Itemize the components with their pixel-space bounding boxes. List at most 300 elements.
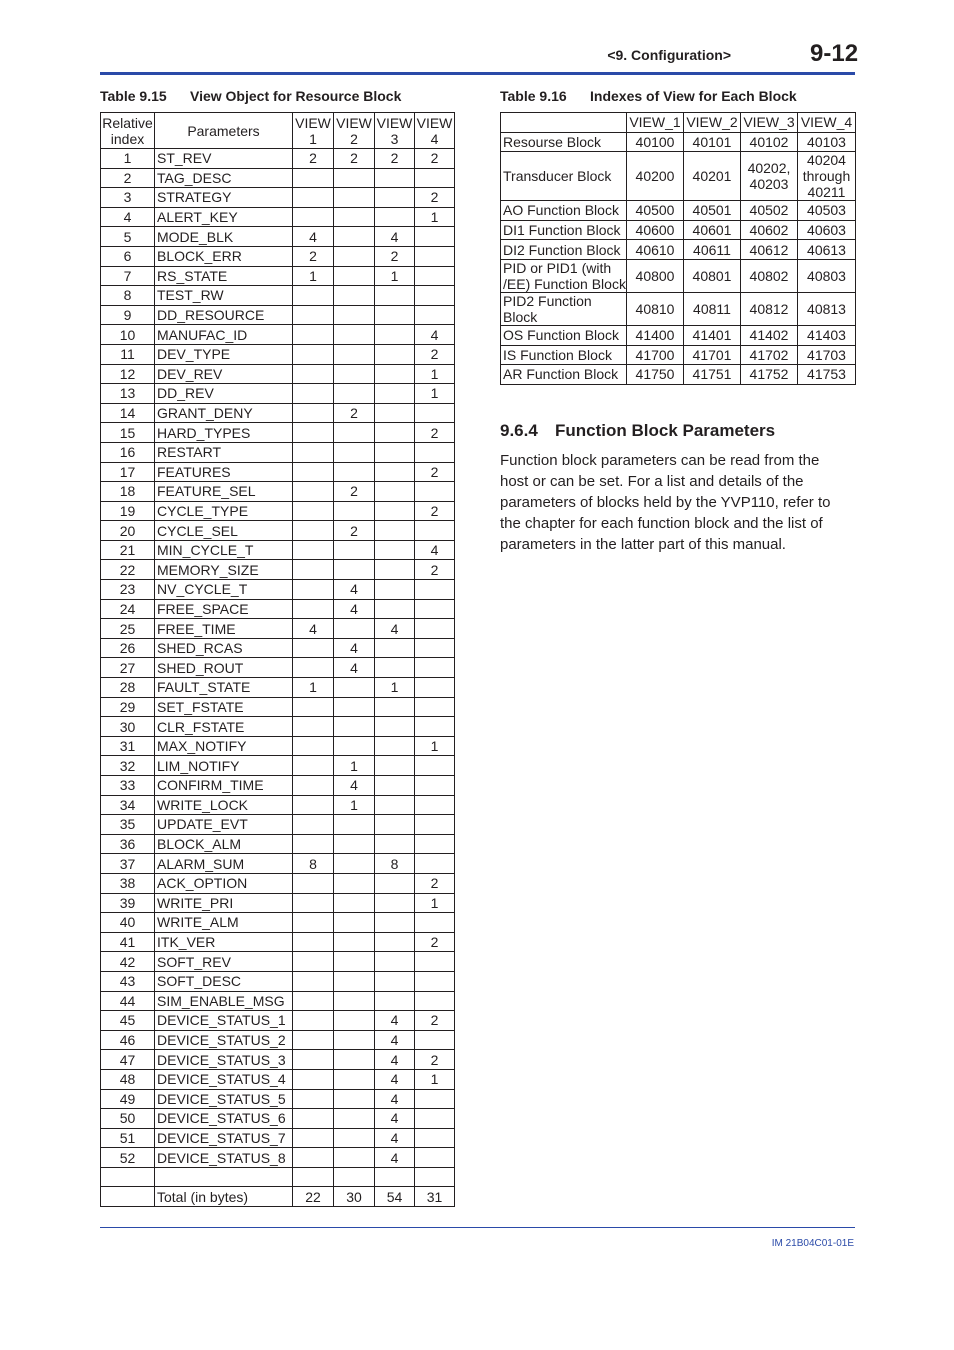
view-3-index: 40102 bbox=[741, 132, 798, 152]
row-index: 30 bbox=[101, 717, 155, 737]
table-row bbox=[101, 932, 455, 952]
view-1-size: 4 bbox=[293, 619, 334, 639]
table-row bbox=[101, 971, 455, 991]
view-2-index: 40501 bbox=[684, 201, 741, 221]
view-2-size bbox=[334, 678, 375, 698]
table-row bbox=[101, 305, 455, 325]
view-2-size bbox=[334, 1011, 375, 1031]
row-index: 47 bbox=[101, 1050, 155, 1070]
table-row bbox=[501, 220, 856, 240]
row-index: 40 bbox=[101, 913, 155, 933]
parameter-name: DEV_REV bbox=[155, 364, 293, 384]
row-index: 44 bbox=[101, 991, 155, 1011]
row-index: 26 bbox=[101, 638, 155, 658]
view-2-size bbox=[334, 1128, 375, 1148]
row-index: 21 bbox=[101, 540, 155, 560]
view-4-size bbox=[415, 305, 455, 325]
view-1-size bbox=[293, 1167, 334, 1187]
view-2-size bbox=[334, 207, 375, 227]
view-1-size bbox=[293, 756, 334, 776]
table-row bbox=[501, 240, 856, 260]
row-index: 7 bbox=[101, 266, 155, 286]
view-2-size: 4 bbox=[334, 599, 375, 619]
view-3-size bbox=[375, 991, 415, 1011]
parameter-name: DEV_TYPE bbox=[155, 344, 293, 364]
parameter-name: UPDATE_EVT bbox=[155, 815, 293, 835]
table-row bbox=[501, 259, 856, 292]
row-index: 49 bbox=[101, 1089, 155, 1109]
header-relative-index: Relative index bbox=[102, 114, 153, 147]
view-2-size bbox=[334, 188, 375, 208]
row-index: 48 bbox=[101, 1069, 155, 1089]
view-4-size: 2 bbox=[415, 1011, 455, 1031]
header-parameters: Parameters bbox=[155, 113, 293, 149]
view-4-index: 40204 through 40211 bbox=[798, 152, 856, 201]
view-3-size bbox=[375, 560, 415, 580]
view-2-size bbox=[334, 1109, 375, 1129]
view-2-size bbox=[334, 227, 375, 247]
parameter-name: DEVICE_STATUS_3 bbox=[155, 1050, 293, 1070]
parameter-name: RESTART bbox=[155, 442, 293, 462]
view-3-size bbox=[375, 776, 415, 796]
view-1-size bbox=[293, 403, 334, 423]
view-object-table bbox=[100, 112, 455, 1207]
parameter-name: DD_REV bbox=[155, 384, 293, 404]
view-4-size: 2 bbox=[415, 932, 455, 952]
view-1-size bbox=[293, 286, 334, 306]
view-1-size bbox=[293, 384, 334, 404]
parameter-name: FEATURE_SEL bbox=[155, 482, 293, 502]
view-4-size: 1 bbox=[415, 1069, 455, 1089]
parameter-name: MAX_NOTIFY bbox=[155, 736, 293, 756]
row-index: 5 bbox=[101, 227, 155, 247]
view-3-size bbox=[375, 540, 415, 560]
view-2-size bbox=[334, 736, 375, 756]
row-index: 11 bbox=[101, 344, 155, 364]
table-row bbox=[101, 188, 455, 208]
block-name: AO Function Block bbox=[501, 201, 627, 221]
parameter-name: DEVICE_STATUS_8 bbox=[155, 1148, 293, 1168]
view-4-index: 41753 bbox=[798, 365, 856, 385]
view-2-size bbox=[334, 246, 375, 266]
table-row bbox=[101, 207, 455, 227]
view-4-size bbox=[415, 815, 455, 835]
view-2-size bbox=[334, 717, 375, 737]
view-4-size: 1 bbox=[415, 384, 455, 404]
table-row bbox=[501, 345, 856, 365]
view-4-size: 2 bbox=[415, 501, 455, 521]
view-4-index: 40613 bbox=[798, 240, 856, 260]
table-row bbox=[101, 580, 455, 600]
view-3-size bbox=[375, 717, 415, 737]
view-3-size bbox=[375, 893, 415, 913]
view-1-size bbox=[293, 697, 334, 717]
view-2-size: 4 bbox=[334, 776, 375, 796]
view-4-size bbox=[415, 1148, 455, 1168]
row-index: 36 bbox=[101, 834, 155, 854]
view-3-size bbox=[375, 423, 415, 443]
view-3-size bbox=[375, 462, 415, 482]
view-4-size: 2 bbox=[415, 344, 455, 364]
view-4-size bbox=[415, 619, 455, 639]
view-1-index: 40600 bbox=[627, 220, 684, 240]
view-2-size: 2 bbox=[334, 149, 375, 169]
header-view-2: VIEW_2 bbox=[684, 113, 741, 133]
view-1-size bbox=[293, 1089, 334, 1109]
table-row bbox=[101, 913, 455, 933]
table-row bbox=[101, 266, 455, 286]
parameter-name: CONFIRM_TIME bbox=[155, 776, 293, 796]
parameter-name: WRITE_PRI bbox=[155, 893, 293, 913]
view-3-index: 41702 bbox=[741, 345, 798, 365]
view-4-index: 41703 bbox=[798, 345, 856, 365]
table-row bbox=[101, 697, 455, 717]
view-1-size bbox=[293, 952, 334, 972]
view-2-index: 40601 bbox=[684, 220, 741, 240]
row-index: 31 bbox=[101, 736, 155, 756]
table-row bbox=[101, 1128, 455, 1148]
parameter-name: BLOCK_ERR bbox=[155, 246, 293, 266]
header-section-label: <9. Configuration> bbox=[607, 47, 731, 63]
view-1-size: 4 bbox=[293, 227, 334, 247]
table-row bbox=[101, 873, 455, 893]
view-3-size: 4 bbox=[375, 1089, 415, 1109]
block-name: AR Function Block bbox=[501, 365, 627, 385]
view-1-index: 40810 bbox=[627, 292, 684, 325]
header-view-1: VIEW 1 bbox=[293, 113, 334, 149]
table-row bbox=[101, 246, 455, 266]
view-4-size bbox=[415, 776, 455, 796]
row-index: 35 bbox=[101, 815, 155, 835]
view-1-size bbox=[293, 462, 334, 482]
view-3-size bbox=[375, 384, 415, 404]
row-index: 52 bbox=[101, 1148, 155, 1168]
table-row bbox=[101, 834, 455, 854]
view-3-size: 4 bbox=[375, 1148, 415, 1168]
table-row bbox=[101, 1030, 455, 1050]
view-2-size bbox=[334, 286, 375, 306]
row-index: 39 bbox=[101, 893, 155, 913]
view-1-size bbox=[293, 168, 334, 188]
view-2-index: 40801 bbox=[684, 259, 741, 292]
parameter-name: GRANT_DENY bbox=[155, 403, 293, 423]
view-1-index: 40200 bbox=[627, 152, 684, 201]
view-1-size bbox=[293, 482, 334, 502]
header-view-4: VIEW 4 bbox=[415, 113, 455, 149]
view-4-size: 1 bbox=[415, 893, 455, 913]
parameter-name: STRATEGY bbox=[155, 188, 293, 208]
table-row bbox=[101, 599, 455, 619]
view-4-size bbox=[415, 1109, 455, 1129]
view-1-size bbox=[293, 717, 334, 737]
parameter-name: DEVICE_STATUS_1 bbox=[155, 1011, 293, 1031]
table-row bbox=[101, 638, 455, 658]
parameter-name bbox=[155, 1167, 293, 1187]
row-index: 25 bbox=[101, 619, 155, 639]
parameter-name: HARD_TYPES bbox=[155, 423, 293, 443]
row-index: 46 bbox=[101, 1030, 155, 1050]
view-3-size bbox=[375, 188, 415, 208]
row-index: 1 bbox=[101, 149, 155, 169]
table-row bbox=[501, 152, 856, 201]
view-3-size bbox=[375, 1167, 415, 1187]
section-number: 9.6.4 bbox=[500, 421, 538, 440]
view-3-size bbox=[375, 521, 415, 541]
caption-number: Table 9.16 bbox=[500, 88, 567, 104]
view-2-size bbox=[334, 619, 375, 639]
view-3-size bbox=[375, 658, 415, 678]
view-2-size: 30 bbox=[334, 1187, 375, 1207]
view-3-size bbox=[375, 815, 415, 835]
table-row bbox=[101, 501, 455, 521]
view-4-size: 2 bbox=[415, 1050, 455, 1070]
parameter-name: BLOCK_ALM bbox=[155, 834, 293, 854]
view-2-size bbox=[334, 325, 375, 345]
parameter-name: DD_RESOURCE bbox=[155, 305, 293, 325]
view-1-size bbox=[293, 1050, 334, 1070]
view-4-size bbox=[415, 991, 455, 1011]
view-1-size bbox=[293, 1030, 334, 1050]
view-4-size bbox=[415, 795, 455, 815]
caption-title: Indexes of View for Each Block bbox=[590, 88, 797, 104]
parameter-name: SIM_ENABLE_MSG bbox=[155, 991, 293, 1011]
view-3-index: 40802 bbox=[741, 259, 798, 292]
view-1-size bbox=[293, 501, 334, 521]
caption-title: View Object for Resource Block bbox=[190, 88, 402, 104]
view-1-size: 2 bbox=[293, 149, 334, 169]
row-index: 43 bbox=[101, 971, 155, 991]
view-3-size bbox=[375, 344, 415, 364]
view-3-size bbox=[375, 795, 415, 815]
view-2-size bbox=[334, 873, 375, 893]
view-4-size: 2 bbox=[415, 873, 455, 893]
view-3-size: 4 bbox=[375, 1109, 415, 1129]
view-4-size: 4 bbox=[415, 540, 455, 560]
view-2-size bbox=[334, 540, 375, 560]
parameter-name: WRITE_ALM bbox=[155, 913, 293, 933]
row-index: 18 bbox=[101, 482, 155, 502]
parameter-name: ALARM_SUM bbox=[155, 854, 293, 874]
table-row bbox=[101, 678, 455, 698]
view-4-size bbox=[415, 168, 455, 188]
row-index: 19 bbox=[101, 501, 155, 521]
view-2-index: 40611 bbox=[684, 240, 741, 260]
view-3-size bbox=[375, 286, 415, 306]
view-4-size: 4 bbox=[415, 325, 455, 345]
table-row bbox=[101, 1089, 455, 1109]
table-row bbox=[101, 482, 455, 502]
view-3-size: 2 bbox=[375, 246, 415, 266]
view-2-size bbox=[334, 1050, 375, 1070]
table-row bbox=[101, 854, 455, 874]
table-row bbox=[101, 442, 455, 462]
header-block bbox=[501, 113, 627, 133]
parameter-name: MODE_BLK bbox=[155, 227, 293, 247]
view-1-index: 41750 bbox=[627, 365, 684, 385]
view-3-size: 4 bbox=[375, 227, 415, 247]
view-1-size bbox=[293, 599, 334, 619]
view-1-size bbox=[293, 1109, 334, 1129]
view-2-size bbox=[334, 1148, 375, 1168]
row-index: 9 bbox=[101, 305, 155, 325]
view-2-size bbox=[334, 932, 375, 952]
view-2-index: 41401 bbox=[684, 325, 741, 345]
view-3-size bbox=[375, 305, 415, 325]
table-row bbox=[101, 403, 455, 423]
view-1-size bbox=[293, 1148, 334, 1168]
row-index: 27 bbox=[101, 658, 155, 678]
view-2-size bbox=[334, 501, 375, 521]
view-1-size bbox=[293, 521, 334, 541]
row-index: 2 bbox=[101, 168, 155, 188]
view-1-size bbox=[293, 560, 334, 580]
row-index: 37 bbox=[101, 854, 155, 874]
view-1-size bbox=[293, 873, 334, 893]
view-3-size: 4 bbox=[375, 1030, 415, 1050]
view-1-size bbox=[293, 932, 334, 952]
table-row bbox=[501, 132, 856, 152]
view-2-size bbox=[334, 423, 375, 443]
block-name: OS Function Block bbox=[501, 325, 627, 345]
view-2-size bbox=[334, 1030, 375, 1050]
view-4-size bbox=[415, 717, 455, 737]
view-3-size bbox=[375, 834, 415, 854]
parameter-name: ST_REV bbox=[155, 149, 293, 169]
parameter-name: DEVICE_STATUS_6 bbox=[155, 1109, 293, 1129]
view-2-size bbox=[334, 952, 375, 972]
parameter-name: FREE_SPACE bbox=[155, 599, 293, 619]
view-3-size: 4 bbox=[375, 1069, 415, 1089]
view-1-index: 40500 bbox=[627, 201, 684, 221]
view-2-size: 4 bbox=[334, 638, 375, 658]
view-4-size bbox=[415, 482, 455, 502]
view-3-index: 40812 bbox=[741, 292, 798, 325]
row-index: 4 bbox=[101, 207, 155, 227]
view-1-index: 41700 bbox=[627, 345, 684, 365]
row-index: 41 bbox=[101, 932, 155, 952]
table-row bbox=[101, 776, 455, 796]
view-3-size bbox=[375, 482, 415, 502]
parameter-name: DEVICE_STATUS_5 bbox=[155, 1089, 293, 1109]
view-3-size bbox=[375, 364, 415, 384]
view-4-size bbox=[415, 678, 455, 698]
view-4-size: 2 bbox=[415, 149, 455, 169]
table-row bbox=[101, 286, 455, 306]
view-3-size bbox=[375, 873, 415, 893]
view-3-size: 1 bbox=[375, 266, 415, 286]
row-index: 15 bbox=[101, 423, 155, 443]
view-4-size: 2 bbox=[415, 188, 455, 208]
section-heading bbox=[500, 421, 775, 441]
view-2-size bbox=[334, 1167, 375, 1187]
table-row bbox=[101, 658, 455, 678]
view-2-size bbox=[334, 168, 375, 188]
view-2-index: 40201 bbox=[684, 152, 741, 201]
row-index bbox=[101, 1187, 155, 1207]
block-name: DI1 Function Block bbox=[501, 220, 627, 240]
view-4-size: 1 bbox=[415, 736, 455, 756]
view-1-index: 40610 bbox=[627, 240, 684, 260]
table-row bbox=[101, 344, 455, 364]
table-row bbox=[101, 815, 455, 835]
view-2-size bbox=[334, 462, 375, 482]
view-1-size bbox=[293, 540, 334, 560]
view-2-index: 41701 bbox=[684, 345, 741, 365]
block-name: Resourse Block bbox=[501, 132, 627, 152]
view-1-index: 40800 bbox=[627, 259, 684, 292]
table-row bbox=[101, 1187, 455, 1207]
block-name: PID or PID1 (with /EE) Function Block bbox=[501, 259, 627, 292]
view-1-size bbox=[293, 736, 334, 756]
parameter-name: FAULT_STATE bbox=[155, 678, 293, 698]
view-3-size bbox=[375, 403, 415, 423]
table-row bbox=[101, 1011, 455, 1031]
parameter-name: CYCLE_TYPE bbox=[155, 501, 293, 521]
view-3-index: 40502 bbox=[741, 201, 798, 221]
view-3-size bbox=[375, 952, 415, 972]
view-3-size: 4 bbox=[375, 1050, 415, 1070]
row-index: 34 bbox=[101, 795, 155, 815]
table-row bbox=[101, 893, 455, 913]
view-2-size bbox=[334, 893, 375, 913]
table-row bbox=[101, 384, 455, 404]
table-row bbox=[501, 292, 856, 325]
parameter-name: SOFT_REV bbox=[155, 952, 293, 972]
row-index: 22 bbox=[101, 560, 155, 580]
header-view-2: VIEW 2 bbox=[334, 113, 375, 149]
table-row bbox=[101, 540, 455, 560]
view-4-size: 31 bbox=[415, 1187, 455, 1207]
view-4-index: 40603 bbox=[798, 220, 856, 240]
table-row bbox=[501, 325, 856, 345]
view-4-size: 1 bbox=[415, 364, 455, 384]
table-row bbox=[101, 1069, 455, 1089]
table-row bbox=[101, 1109, 455, 1129]
view-4-index: 40103 bbox=[798, 132, 856, 152]
view-1-size bbox=[293, 364, 334, 384]
view-2-size: 4 bbox=[334, 580, 375, 600]
view-4-size bbox=[415, 442, 455, 462]
view-2-size bbox=[334, 1089, 375, 1109]
parameter-name: MIN_CYCLE_T bbox=[155, 540, 293, 560]
view-1-size bbox=[293, 580, 334, 600]
row-index: 17 bbox=[101, 462, 155, 482]
view-1-size bbox=[293, 1128, 334, 1148]
block-name: IS Function Block bbox=[501, 345, 627, 365]
view-4-size: 2 bbox=[415, 423, 455, 443]
table-row bbox=[101, 991, 455, 1011]
parameter-name: SOFT_DESC bbox=[155, 971, 293, 991]
table-row bbox=[101, 717, 455, 737]
parameter-name: ITK_VER bbox=[155, 932, 293, 952]
table-row bbox=[101, 227, 455, 247]
view-4-size bbox=[415, 638, 455, 658]
view-4-size bbox=[415, 854, 455, 874]
view-3-size: 8 bbox=[375, 854, 415, 874]
row-index: 33 bbox=[101, 776, 155, 796]
view-1-size: 2 bbox=[293, 246, 334, 266]
table-row bbox=[101, 1050, 455, 1070]
view-2-size bbox=[334, 305, 375, 325]
view-2-size: 1 bbox=[334, 756, 375, 776]
view-2-size bbox=[334, 815, 375, 835]
view-4-size bbox=[415, 246, 455, 266]
view-2-size bbox=[334, 1069, 375, 1089]
view-3-index: 40612 bbox=[741, 240, 798, 260]
table-row bbox=[501, 365, 856, 385]
row-index: 28 bbox=[101, 678, 155, 698]
table-row bbox=[101, 1167, 455, 1187]
